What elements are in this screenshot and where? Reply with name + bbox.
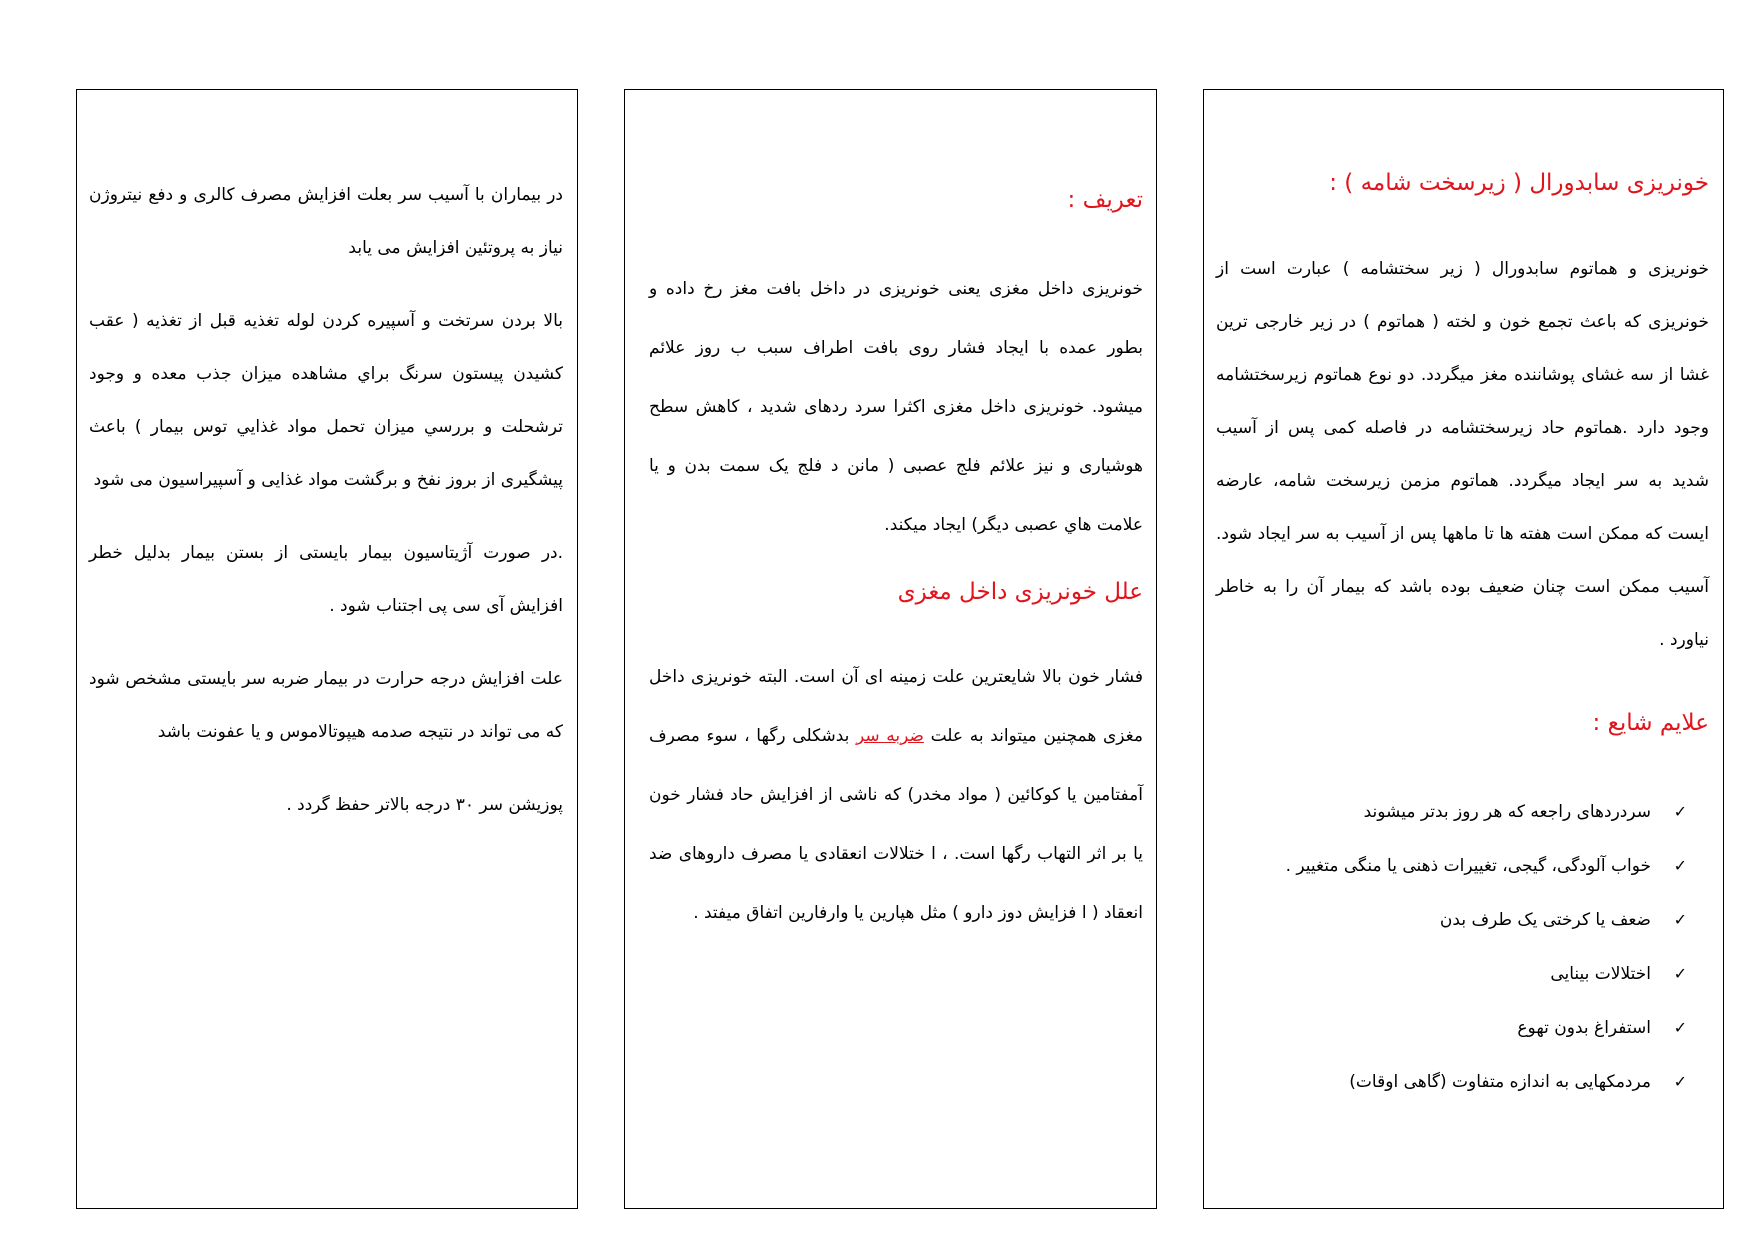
definition-text: خونریزی داخل مغزی یعنی خونریزی در داخل بافت مغز رخ داده و بطور عمده با ایجاد فشار روی بافت اطراف سبب ب روز علائم میشود. خونریزی داخل مغزی اکثرا سرد ردهای شدید ، کاهش سطح هوشیاری و نیز علائم فلج عصبی ( مانن د فلج یک سمت بدن و یا علامت هاي عصبی دیگر) ایجاد میکند.	[649, 279, 1143, 535]
care-paragraph: پوزیشن سر ۳۰ درجه بالاتر حفظ گردد .	[286, 795, 563, 815]
checkmark-icon: ✓	[1673, 910, 1687, 929]
signs-list-item: ✓استفراغ بدون تهوع	[1216, 1001, 1709, 1055]
checkmark-icon: ✓	[1673, 856, 1687, 875]
checkmark-icon: ✓	[1673, 1018, 1687, 1037]
signs-heading: علایم شایع :	[1592, 710, 1709, 736]
checkmark-icon: ✓	[1673, 802, 1687, 821]
signs-list-item: ✓اختلالات بینایی	[1216, 947, 1709, 1001]
signs-list-item: ✓مردمکهایی به اندازه متفاوت (گاهی اوقات)	[1216, 1055, 1709, 1109]
causes-text: فشار خون بالا شایعترین علت زمینه ای آن است. البته خونریزی داخل مغزی همچنین میتواند به علت ضربه سر بدشکلی رگها ، سوء مصرف آمفتامین یا کوکائین ( مواد مخدر) که ناشی از افزایش حاد فشار خون یا بر اثر التهاب رگها است. ، ا ختلالات انعقادی یا مصرف داروهای ضد انعقاد ( ا فزایش دوز دارو ) مثل هپارین یا وارفارین اتفاق میفتد .	[649, 667, 1143, 923]
subdural-heading: خونریزی سابدورال ( زیرسخت شامه ) :	[1329, 170, 1709, 196]
care-paragraph: علت افزایش درجه حرارت در بیمار ضربه سر بایستی مشخص شود که می تواند در نتیجه صدمه هیپوتالاموس و یا عفونت باشد	[89, 669, 563, 742]
care-paragraph: بالا بردن سرتخت و آسپیره کردن لوله تغذیه قبل از تغذیه ( عقب کشیدن پیستون سرنگ براي مشاهده میزان جذب معده و وجود ترشحلت و بررسي میزان تحمل مواد غذايي توس بیمار ) باعث پیشگیری از بروز نفخ و برگشت مواد غذایی و آسپیراسیون می شود	[89, 311, 563, 490]
signs-list-item: ✓خواب آلودگی، گیجی، تغییرات ذهنی یا منگی متغییر .	[1216, 839, 1709, 893]
care-paragraph: در بیماران با آسیب سر بعلت افزایش مصرف کالری و دفع نیتروژن نیاز به پروتئین افزایش می یابد	[89, 185, 563, 258]
causes-heading: علل خونریزی داخل مغزی	[897, 579, 1143, 605]
signs-list-item: ✓ضعف یا کرختی یک طرف بدن	[1216, 893, 1709, 947]
left-panel	[76, 89, 578, 1209]
checkmark-icon: ✓	[1673, 1072, 1687, 1091]
right-panel	[1203, 89, 1724, 1209]
signs-list	[1216, 785, 1709, 1109]
signs-list-item: ✓سردردهای راجعه که هر روز بدتر میشوند	[1216, 785, 1709, 839]
head-trauma-link[interactable]: ضربه سر	[856, 726, 924, 746]
checkmark-icon: ✓	[1673, 964, 1687, 983]
subdural-description: خونریزی و هماتوم سابدورال ( زیر سختشامه ) عبارت است از خونریزی که باعث تجمع خون و لخته ( هماتوم ) در زیر خارجی ترین غشا از سه غشای پوشاننده مغز میگردد. دو نوع هماتوم زیرسختشامه وجود دارد .هماتوم حاد زیرسختشامه در فاصله کمی پس از آسیب شدید به سر ایجاد میگردد. هماتوم مزمن زیرسخت شامه، عارضه ایست که ممکن است هفته ها تا ماهها پس از آسیب به سر ایجاد شود. آسیب ممکن است چنان ضعیف بوده باشد که بیمار آن را به خاطر نیاورد .	[1216, 259, 1709, 650]
middle-panel	[624, 89, 1157, 1209]
care-paragraph: .در صورت آژیتاسیون بیمار بایستی از بستن بیمار بدلیل خطر افزایش آی سی پی اجتناب شود .	[89, 543, 563, 616]
definition-heading: تعریف :	[1067, 187, 1143, 213]
